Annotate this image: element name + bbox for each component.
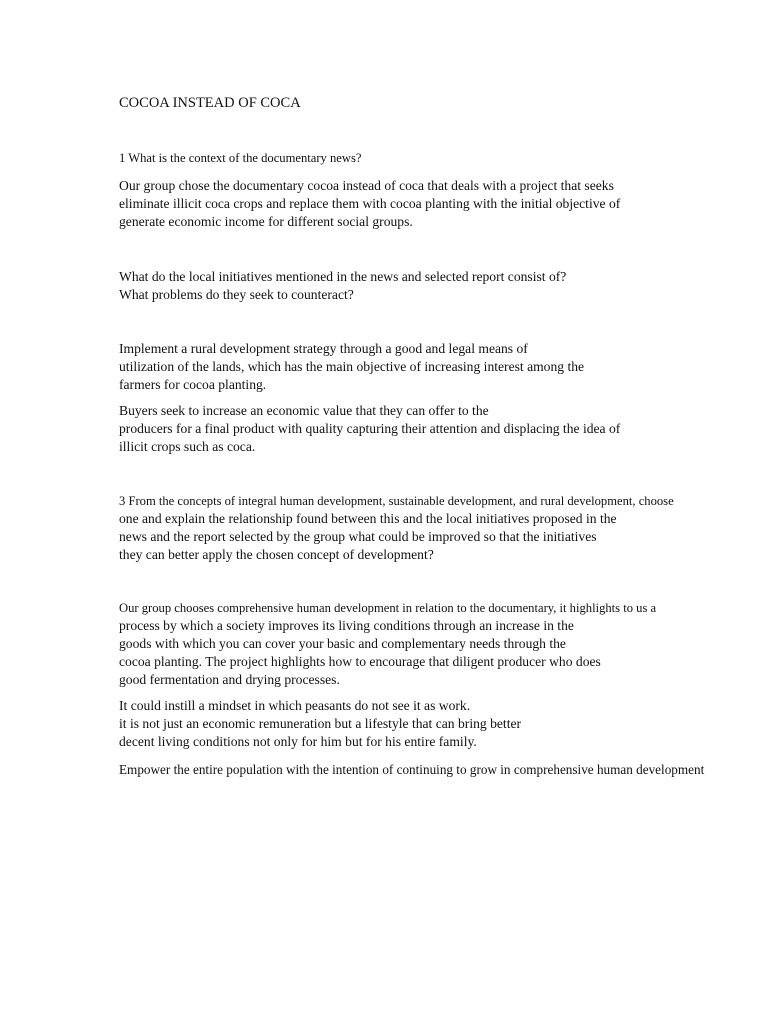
paragraph-line: producers for a final product with quality capturing their attention and displacing the idea of xyxy=(119,421,621,436)
document-title: COCOA INSTEAD OF COCA xyxy=(119,95,301,111)
paragraph-line: process by which a society improves its living conditions through an increase in the xyxy=(119,618,574,633)
question-line: 3 From the concepts of integral human development, sustainable development, and rural development, choose xyxy=(119,494,674,508)
paragraph-line: farmers for cocoa planting. xyxy=(119,377,267,392)
paragraph-line: good fermentation and drying processes. xyxy=(119,672,340,687)
paragraph-line: It could instill a mindset in which peasants do not see it as work. xyxy=(119,698,471,713)
question-line: they can better apply the chosen concept of development? xyxy=(119,547,434,562)
question-line: What problems do they seek to counteract? xyxy=(119,287,354,302)
closing-statement: Empower the entire population with the intention of continuing to grow in comprehensive human development xyxy=(119,762,705,777)
paragraph-line: Implement a rural development strategy through a good and legal means of xyxy=(119,341,528,356)
paragraph-line: Buyers seek to increase an economic value that they can offer to the xyxy=(119,403,489,418)
paragraph-line: utilization of the lands, which has the main objective of increasing interest among the xyxy=(119,359,585,374)
paragraph-line: cocoa planting. The project highlights how to encourage that diligent producer who does xyxy=(119,654,601,669)
question-line: news and the report selected by the group what could be improved so that the initiatives xyxy=(119,529,597,544)
paragraph-line: goods with which you can cover your basic and complementary needs through the xyxy=(119,636,566,651)
question-line: one and explain the relationship found between this and the local initiatives proposed in the xyxy=(119,511,617,526)
paragraph-line: it is not just an economic remuneration but a lifestyle that can bring better xyxy=(119,716,522,731)
paragraph-line: Our group chooses comprehensive human development in relation to the documentary, it highlights to us a xyxy=(119,601,657,615)
question-1: 1 What is the context of the documentary news? xyxy=(119,151,362,165)
paragraph-line: illicit crops such as coca. xyxy=(119,439,256,454)
question-line: What do the local initiatives mentioned in the news and selected report consist of? xyxy=(119,269,567,284)
paragraph-line: decent living conditions not only for him but for his entire family. xyxy=(119,734,477,749)
paragraph-line: generate economic income for different social groups. xyxy=(119,214,413,229)
paragraph-line: Our group chose the documentary cocoa instead of coca that deals with a project that seeks xyxy=(119,178,614,193)
paragraph-line: eliminate illicit coca crops and replace them with cocoa planting with the initial objective of xyxy=(119,196,621,211)
